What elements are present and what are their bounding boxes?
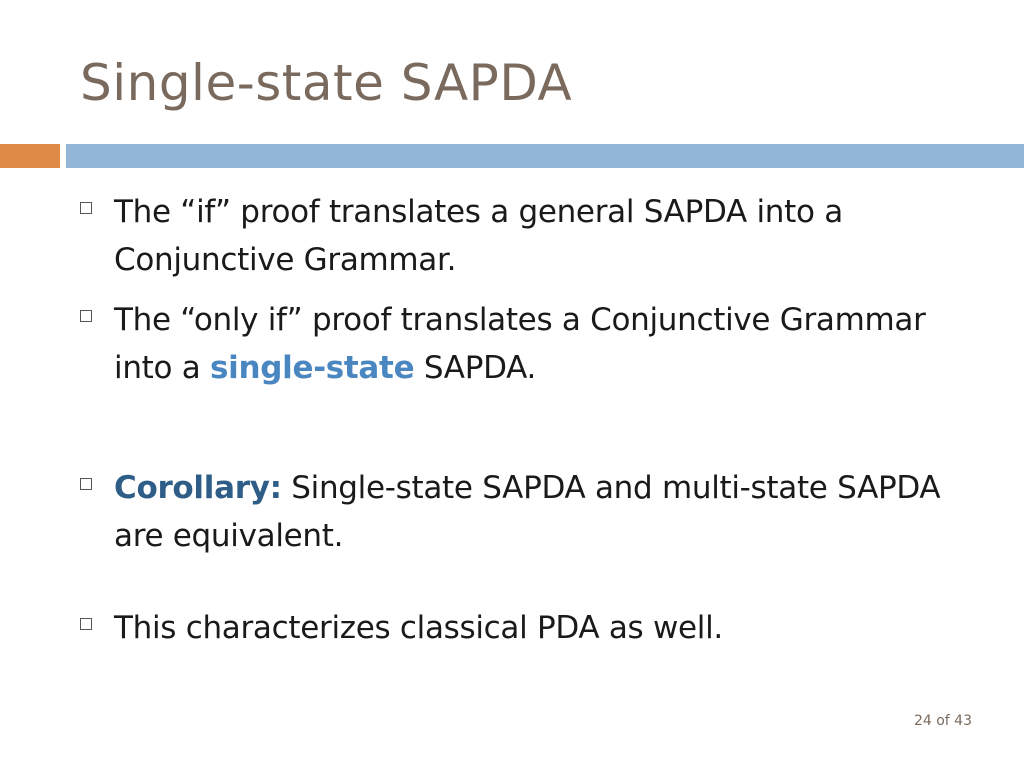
- page-number: 24 of 43: [913, 713, 972, 729]
- bullet-text-part: Single-state SAPDA and multi-state SAPDA are equivalent.: [114, 470, 941, 554]
- bullet-item-1: [80, 188, 960, 284]
- bullet-item-4: [80, 604, 960, 652]
- bullet-item-3: [80, 464, 960, 560]
- bullet-text: [114, 464, 960, 560]
- square-bullet-icon: [80, 202, 92, 214]
- highlight-single-state: single-state: [210, 350, 415, 386]
- bullet-text-part: SAPDA.: [414, 350, 537, 386]
- bullet-text: The “if” proof translates a general SAPDA into a Conjunctive Grammar.: [114, 194, 843, 278]
- bullet-text: This characterizes classical PDA as well.: [114, 610, 723, 646]
- bullet-text-part: The “only if” proof translates a Conjunctive Grammar into a: [114, 302, 926, 386]
- slide-title: Single-state SAPDA: [80, 54, 573, 112]
- bullet-item-2: [80, 296, 960, 392]
- square-bullet-icon: [80, 310, 92, 322]
- corollary-label: Corollary:: [114, 470, 282, 506]
- bullet-text: [114, 296, 960, 392]
- square-bullet-icon: [80, 618, 92, 630]
- square-bullet-icon: [80, 478, 92, 490]
